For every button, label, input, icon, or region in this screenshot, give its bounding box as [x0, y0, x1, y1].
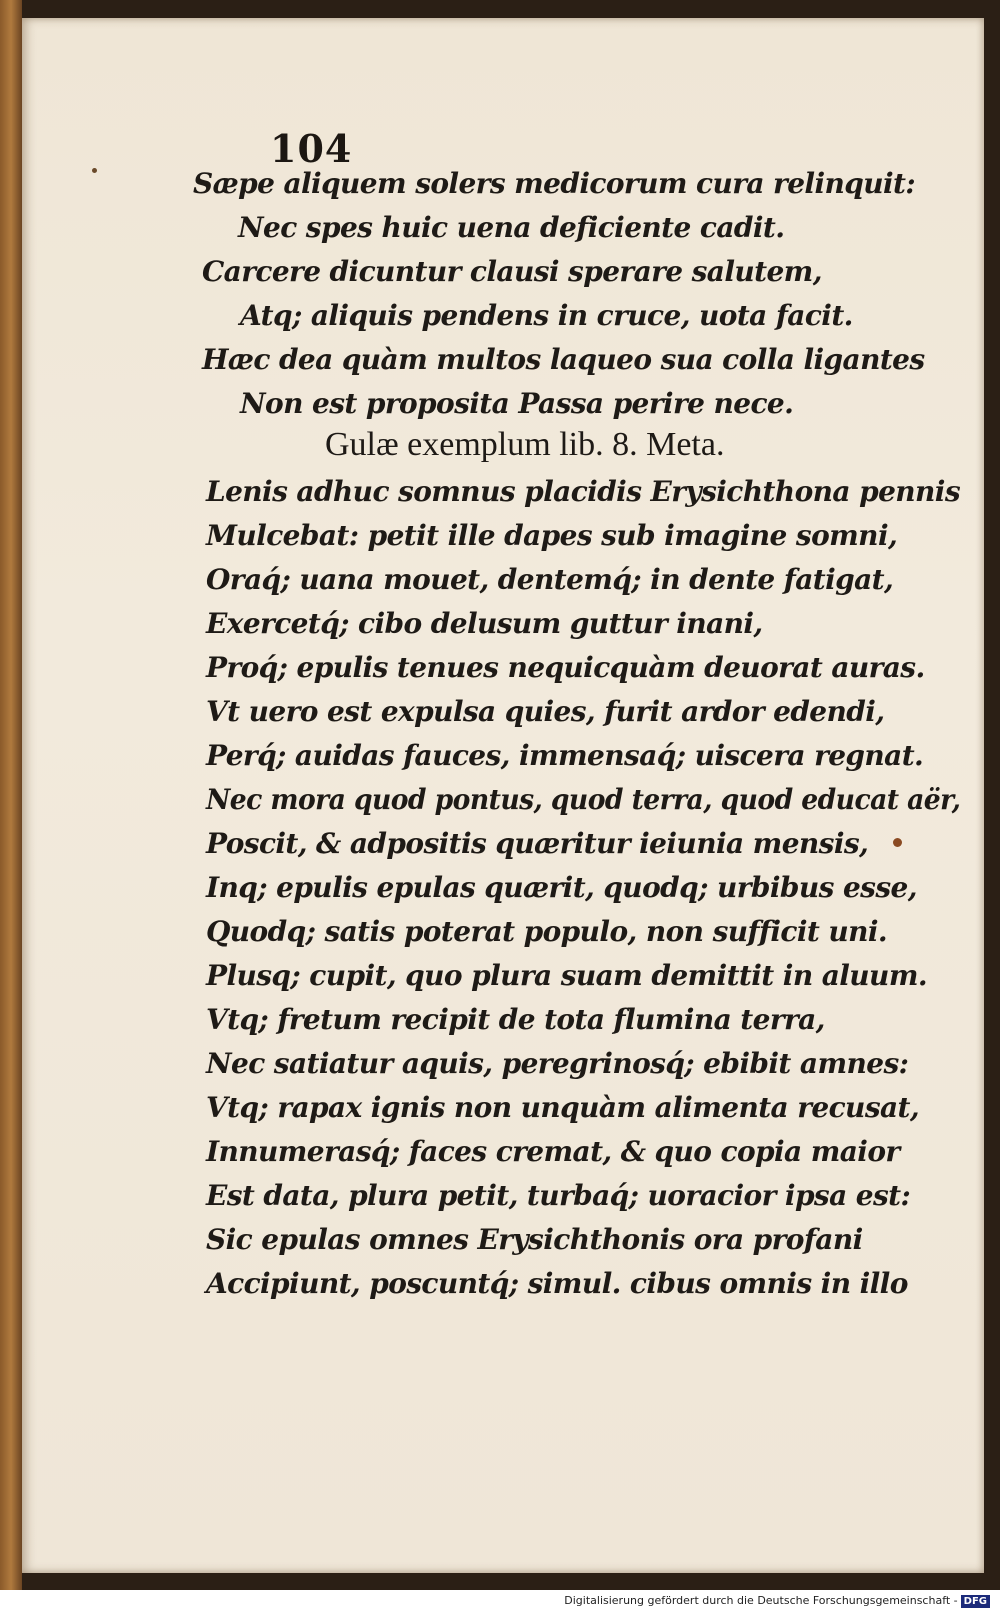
ink-speck	[893, 838, 902, 847]
verse-line: Sic epulas omnes Erysichthonis ora profani	[206, 1223, 863, 1256]
section-heading: Gulæ exemplum lib. 8. Meta.	[325, 426, 725, 463]
verse-line: Vt uero est expulsa quies, furit ardor edendi,	[206, 695, 885, 728]
verse-line: Vtq; fretum recipit de tota flumina terra,	[206, 1003, 825, 1036]
verse-line: Lenis adhuc somnus placidis Erysichthona pennis	[206, 475, 960, 508]
verse-line: Sæpe aliquem solers medicorum cura relinquit:	[193, 167, 916, 200]
credit-text: Digitalisierung gefördert durch die Deutsche Forschungsgemeinschaft -	[564, 1594, 958, 1607]
digitization-credit	[564, 1594, 990, 1608]
verse-line: Nec mora quod pontus, quod terra, quod educat aër,	[206, 783, 961, 816]
verse-line: Atq; aliquis pendens in cruce, uota facit.	[240, 299, 853, 332]
verse-line: Perq́; auidas fauces, immensaq́; uiscera regnat.	[206, 739, 924, 772]
verse-line: Mulcebat: petit ille dapes sub imagine somni,	[206, 519, 898, 552]
verse-line: Innumerasq́; faces cremat, & quo copia maior	[206, 1135, 900, 1168]
verse-line: Exercetq́; cibo delusum guttur inani,	[206, 607, 763, 640]
verse-line: Plusq; cupit, quo plura suam demittit in aluum.	[206, 959, 927, 992]
verse-line: Carcere dicuntur clausi sperare salutem,	[202, 255, 822, 288]
verse-line: Proq́; epulis tenues nequicquàm deuorat auras.	[206, 651, 925, 684]
page-number: 104	[270, 126, 353, 171]
verse-line: Vtq; rapax ignis non unquàm alimenta recusat,	[206, 1091, 920, 1124]
verse-line: Oraq́; uana mouet, dentemq́; in dente fatigat,	[206, 563, 894, 596]
ink-speck	[92, 168, 97, 173]
verse-line: Accipiunt, poscuntq́; simul. cibus omnis in illo	[206, 1267, 908, 1300]
verse-line: Est data, plura petit, turbaq́; uoracior ipsa est:	[206, 1179, 911, 1212]
verse-line: Inq; epulis epulas quærit, quodq; urbibus esse,	[206, 871, 917, 904]
book-cover-edge	[0, 0, 22, 1590]
verse-line: Poscit, & adpositis quæritur ieiunia mensis,	[206, 827, 869, 860]
verse-line: Nec spes huic uena deficiente cadit.	[238, 211, 785, 244]
verse-line: Quodq; satis poterat populo, non sufficit uni.	[206, 915, 888, 948]
dfg-logo: DFG	[961, 1595, 990, 1608]
verse-line: Nec satiatur aquis, peregrinosq́; ebibit amnes:	[206, 1047, 909, 1080]
verse-line: Non est proposita Passa perire nece.	[240, 387, 794, 420]
verse-line: Hæc dea quàm multos laqueo sua colla ligantes	[202, 343, 925, 376]
